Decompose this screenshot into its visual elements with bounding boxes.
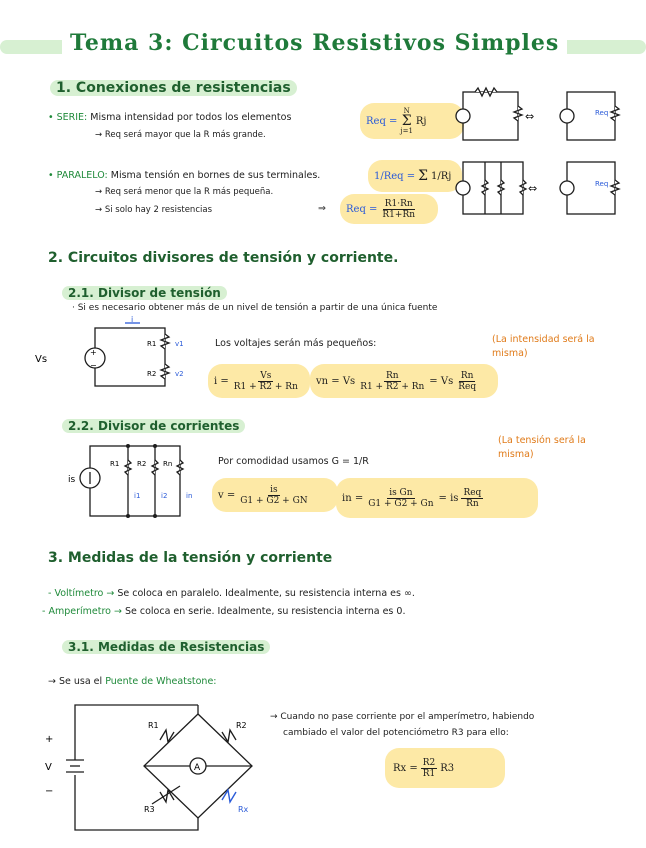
subsection-2-1 [62,286,227,300]
f2-eq: = Vs [429,375,454,387]
sigma-symbol-2: Σ [418,168,429,184]
series-req-label: Req [595,109,609,117]
two-res-lhs: Req = [346,203,378,215]
paralelo-line [48,170,320,181]
amperimetro-text: Se coloca en serie. Idealmente, su resistencia interna es 0. [124,606,406,617]
section-2-heading [48,250,398,266]
two-res-frac [380,199,417,220]
rx-den: R1 [422,768,436,779]
serie-text: Misma intensidad por todos los elementos [90,112,292,123]
note-intensidad: (La intensidad será la misma) [492,334,595,359]
f1-lhs: i = [214,375,229,387]
wb-rx-label: Rx [238,805,249,814]
series-source [456,109,470,123]
cd-i2-label: i2 [161,492,168,500]
paralelo-text: Misma tensión en bornes de sus terminales. [110,170,321,181]
comodidad-text: Por comodidad usamos G = 1/R [218,456,369,467]
f2-num: Rn [385,370,399,381]
two-res-den: R1+Rn [382,209,416,220]
wheatstone-line [48,676,217,687]
f4-frac [366,488,435,509]
parallel-resistor-1 [482,180,488,195]
rx-frac [421,758,438,779]
cd-nodes [126,444,157,518]
subsection-3-1 [62,640,270,654]
f2-num-2: Rn [460,370,474,381]
f3-den: G1 + G2 + GN [240,495,308,506]
cd-i1-label: i1 [134,492,141,500]
paralelo-label: • PARALELO: [48,170,108,181]
wb-r2-label: R2 [236,721,247,730]
parallel-eq-resistor [611,180,619,195]
f4-den: G1 + G2 + Gn [368,498,434,509]
f2-den: R1 + R2 + Rn [360,381,425,392]
series-equiv-arrow: ⇔ [525,110,535,123]
series-resistor-top [475,88,497,96]
sigma-symbol: Σ [401,113,412,129]
voltage-divider-circuit [35,315,195,398]
voltajes-text: Los voltajes serán más pequeños: [215,338,377,349]
paralelo-formula-term: 1/Rj [431,170,452,182]
cd-r2-label: R2 [137,460,147,468]
vd-i-label: i [131,315,134,324]
voltage-divider-vn-formula [310,364,498,398]
serie-sum [400,107,413,135]
voltage-divider-current-formula [208,364,310,398]
vd-r2 [161,364,169,379]
f2-frac-2 [456,371,478,392]
serie-note: → Req será mayor que la R más grande. [95,130,266,140]
cd-node [153,444,157,448]
parallel-circuit [456,162,526,214]
current-divider-in-formula [336,478,538,518]
wheatstone-note-2: cambiado el valor del potenciómetro R3 para ello: [283,728,509,738]
two-res-num: R1·Rn [384,198,413,209]
parallel-equivalent [560,162,619,214]
cd-node [126,444,130,448]
vd-v2-label: v2 [175,370,184,378]
cd-rn [177,460,183,475]
wb-r1-label: R1 [148,721,159,730]
divisor-tension-text: · Si es necesario obtener más de un nivel de tensión a partir de una única fuente [72,303,438,313]
series-resistor-right [514,106,522,121]
wheatstone-name: Puente de Wheatstone: [105,676,217,687]
series-eq-resistor [611,106,619,121]
paralelo-note-2: → Si solo hay 2 resistencias [95,205,212,215]
section-2-heading-text: 2. Circuitos divisores de tensión y corriente. [48,250,399,266]
rx-formula [385,748,505,788]
parallel-source [456,181,470,195]
f1-num: Vs [260,370,272,381]
serie-formula [360,103,464,139]
vd-plus: + [90,348,97,357]
vd-vs-label: Vs [35,354,48,365]
two-res-formula [340,194,438,224]
wheatstone-note-1: → Cuando no pase corriente por el amperímetro, habiendo [270,712,535,722]
parallel-req-label: Req [595,180,609,188]
amperimetro-label: - Amperímetro → [42,606,122,617]
vd-r1-label: R1 [147,340,157,348]
series-loop [463,92,518,140]
f4-num: is Gn [389,487,413,498]
note-tension: (La tensión será la misma) [498,435,586,460]
f4-den-2: Rn [466,498,479,509]
wb-ammeter-label: A [194,763,201,773]
current-divider-circuit [40,438,193,524]
serie-formula-term: Rj [415,115,427,127]
subsection-2-1-text: 2.1. Divisor de tensión [62,286,227,300]
section-1-circuits [455,88,640,228]
cd-r2 [152,460,158,475]
vd-v1-label: v1 [175,340,184,348]
wb-rx-zigzag [222,790,236,802]
cd-in-label: in [186,492,193,500]
parallel-resistor-2 [498,180,504,195]
section-3-heading [48,550,332,566]
rx-num: R2 [422,757,436,768]
voltimetro-label: - Voltímetro → [48,588,115,599]
cd-rn-label: Rn [163,460,173,468]
page-title: Tema 3: Circuitos Resistivos Simples [62,30,567,56]
vd-r1 [161,334,169,349]
section-3-heading-text: 3. Medidas de la tensión y corriente [48,550,333,566]
f2-den-2: Req [458,381,477,392]
series-eq-source [560,109,574,123]
wheatstone-bridge [40,700,270,835]
vd-r2-label: R2 [147,370,157,378]
section-1-heading [50,80,297,96]
wb-r1-zigzag [160,730,174,742]
current-divider-v-formula [212,478,338,512]
serie-sum-top: N [403,107,410,115]
wb-r2-zigzag [222,730,236,742]
f3-frac [238,485,309,506]
paralelo-note-1: → Req será menor que la R más pequeña. [95,187,274,197]
wheatstone-pre: → Se usa el [48,676,103,687]
subsection-3-1-text: 3.1. Medidas de Resistencias [62,640,270,654]
wb-r3-label: R3 [144,805,155,814]
serie-formula-lhs: Req = [366,115,398,127]
voltimetro-line [48,588,415,599]
paralelo-formula-lhs: 1/Req = [374,170,416,182]
f3-lhs: v = [218,489,236,501]
serie-label: • SERIE: [48,112,88,123]
rx-tail: R3 [440,762,455,774]
paralelo-formula [368,160,462,192]
parallel-eq-source [560,181,574,195]
wb-minus: − [45,786,54,797]
f1-frac [232,371,300,392]
cd-node [153,514,157,518]
f2-frac [358,371,426,392]
serie-sum-bottom: j=1 [400,127,413,135]
section-1-heading-text: 1. Conexiones de resistencias [50,80,297,96]
parallel-resistor-3 [520,180,526,195]
series-equivalent [560,92,619,140]
cd-node [126,514,130,518]
wb-bottom-wire [75,775,198,830]
f1-den: R1 + R2 + Rn [233,381,298,392]
cd-is-label: is [68,475,76,485]
voltimetro-text: Se coloca en paralelo. Idealmente, su resistencia interna es ∞. [117,588,415,599]
cd-r1 [125,460,131,475]
amperimetro-line [42,606,405,617]
wb-plus: + [45,734,54,745]
series-circuit [456,88,522,140]
f3-num: is [270,484,278,495]
parallel-loop [463,162,523,214]
paralelo-arrow: ⇒ [318,203,326,214]
f4-lhs: in = [342,492,364,504]
f2-lhs: vn = Vs [316,375,356,387]
serie-line [48,112,291,123]
rx-lhs: Rx = [393,762,418,774]
cd-r1-label: R1 [110,460,120,468]
cd-loop [90,446,180,516]
wb-v-label: V [45,762,52,773]
subsection-2-2-text: 2.2. Divisor de corrientes [62,419,245,433]
f4-num-2: Req [463,487,482,498]
vd-minus: − [90,361,97,370]
f4-eq: = is [438,492,459,504]
parallel-equiv-arrow: ⇔ [528,182,538,195]
subsection-2-2 [62,419,245,433]
f4-frac-2 [461,488,483,509]
